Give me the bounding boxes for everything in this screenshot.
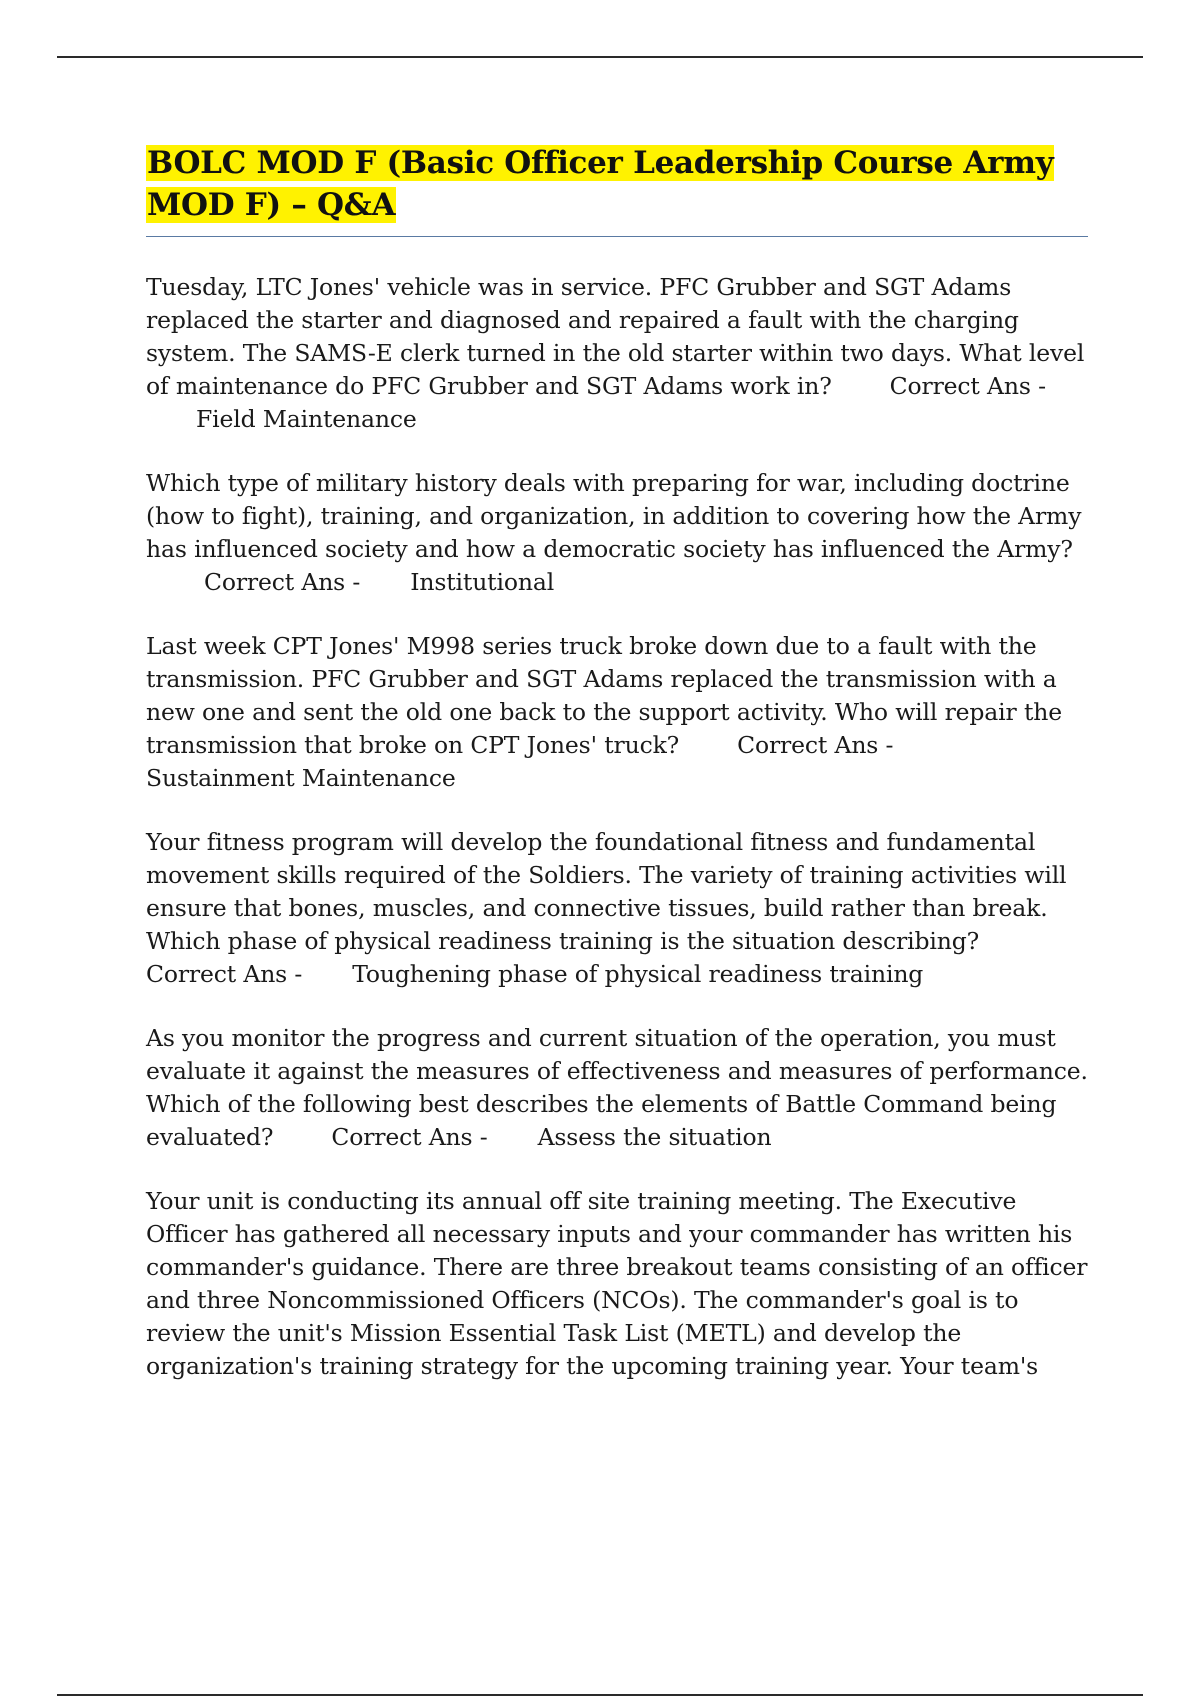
answer-label: Correct Ans -: [889, 372, 1046, 400]
question-text: Tuesday, LTC Jones' vehicle was in service. PFC Grubber and SGT Adams replaced the starter and diagnosed and repaired a fault with the charging system. The SAMS-E clerk turned in the old starter within two days. What level of maintenance do PFC Grubber and SGT Adams work in?: [146, 273, 1085, 400]
answer-label: Correct Ans -: [737, 731, 894, 759]
page-top-rule: [57, 56, 1143, 58]
answer-text: Toughening phase of physical readiness training: [352, 960, 924, 988]
qa-item-4: [146, 826, 1088, 991]
question-text: Last week CPT Jones' M998 series truck broke down due to a fault with the transmission. PFC Grubber and SGT Adams replaced the transmission with a new one and sent the old one back to the support activity. Who will repair the transmission that broke on CPT Jones' truck?: [146, 632, 1062, 759]
qa-item-6: [146, 1185, 1088, 1383]
question-text: As you monitor the progress and current situation of the operation, you must evaluate it against the measures of effectiveness and measures of performance. Which of the following best describes the elements of Battle Command being evaluated?: [146, 1024, 1088, 1151]
answer-label: Correct Ans -: [331, 1123, 488, 1151]
document-title: [146, 142, 1088, 226]
qa-item-5: [146, 1022, 1088, 1154]
answer-label: Correct Ans -: [204, 568, 361, 596]
answer-text: Assess the situation: [537, 1123, 772, 1151]
question-text: Which type of military history deals with preparing for war, including doctrine (how to fight), training, and organization, in addition to covering how the Army has influenced society and how a democratic society has influenced the Army?: [146, 469, 1082, 563]
answer-text: Field Maintenance: [196, 405, 417, 433]
answer-text: Institutional: [410, 568, 555, 596]
qa-item-1: [146, 271, 1088, 436]
question-text: Your fitness program will develop the foundational fitness and fundamental movement skills required of the Soldiers. The variety of training activities will ensure that bones, muscles, and connective tissues, build rather than break. Which phase of physical readiness training is the situation describing?: [146, 828, 1067, 955]
qa-list: [146, 271, 1088, 1383]
answer-text: Sustainment Maintenance: [146, 764, 456, 792]
document-body: [146, 142, 1088, 1414]
answer-label: Correct Ans -: [146, 960, 303, 988]
question-text: Your unit is conducting its annual off site training meeting. The Executive Officer has gathered all necessary inputs and your commander has written his commander's guidance. There are three breakout teams consisting of an officer and three Noncommissioned Officers (NCOs). The commander's goal is to review the unit's Mission Essential Task List (METL) and develop the organization's training strategy for the upcoming training year. Your team's: [146, 1187, 1088, 1380]
qa-item-2: [146, 467, 1088, 599]
title-underline: [146, 236, 1088, 237]
page-bottom-rule: [57, 1694, 1143, 1696]
qa-item-3: [146, 630, 1088, 795]
title-highlight: BOLC MOD F (Basic Officer Leadership Course Army MOD F) – Q&A: [147, 145, 1054, 223]
